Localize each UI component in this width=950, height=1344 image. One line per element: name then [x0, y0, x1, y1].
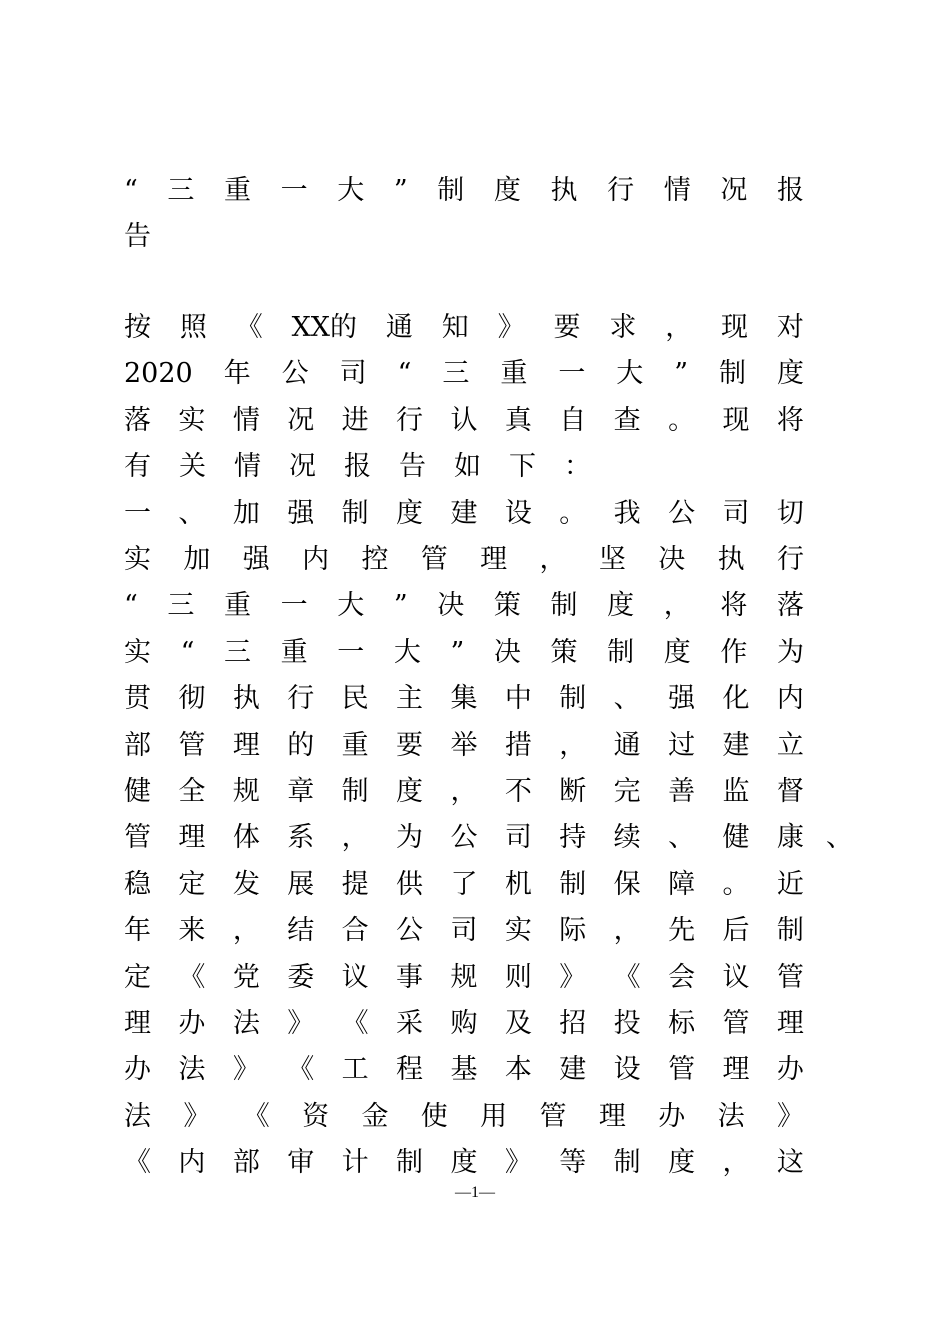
body-line: 落 实 情 况 进 行 认 真 自 查 。 现 将	[124, 405, 804, 436]
body-line: 健 全 规 章 制 度 ， 不 断 完 善 监 督	[124, 776, 804, 807]
body-line: 一 、 加 强 制 度 建 设 。 我 公 司 切	[124, 498, 804, 529]
body-line: 按 照 《 XX的 通 知 》 要 求 ， 现 对	[124, 312, 804, 343]
body-line: 管 理 体 系 ， 为 公 司 持 续 、 健 康	[124, 822, 804, 853]
title-line: “ 三 重 一 大 ” 制 度 执 行 情 况 报	[124, 175, 804, 206]
body-line: 《 内 部 审 计 制 度 》 等 制 度 ， 这	[124, 1147, 804, 1178]
body-line: 2020 年 公 司 “ 三 重 一 大 ” 制 度	[124, 358, 804, 389]
body-line: 贯 彻 执 行 民 主 集 中 制 、 强 化 内	[124, 683, 804, 714]
body-line: 实 加 强 内 控 管 理 ， 坚 决 执 行	[124, 544, 804, 575]
body-line: 定 《 党 委 议 事 规 则 》 《 会 议 管	[124, 962, 804, 993]
body-line: 实 “ 三 重 一 大 ” 决 策 制 度 作 为	[124, 637, 804, 668]
overflow-punctuation: 、	[826, 822, 853, 853]
body-line: 年 来 ， 结 合 公 司 实 际 ， 先 后 制	[124, 915, 804, 946]
title-line: 告	[124, 221, 151, 252]
body-line: 办 法 》 《 工 程 基 本 建 设 管 理 办	[124, 1054, 804, 1085]
body-line: 有 关 情 况 报 告 如 下 ：	[124, 451, 591, 482]
body-line: 理 办 法 》 《 采 购 及 招 投 标 管 理	[124, 1008, 804, 1039]
body-line: 部 管 理 的 重 要 举 措 ， 通 过 建 立	[124, 730, 804, 761]
page-number: —1—	[455, 1184, 495, 1201]
body-line: 法 》 《 资 金 使 用 管 理 办 法 》	[124, 1101, 804, 1132]
body-line: “ 三 重 一 大 ” 决 策 制 度 ， 将 落	[124, 590, 804, 621]
body-line: 稳 定 发 展 提 供 了 机 制 保 障 。 近	[124, 869, 804, 900]
